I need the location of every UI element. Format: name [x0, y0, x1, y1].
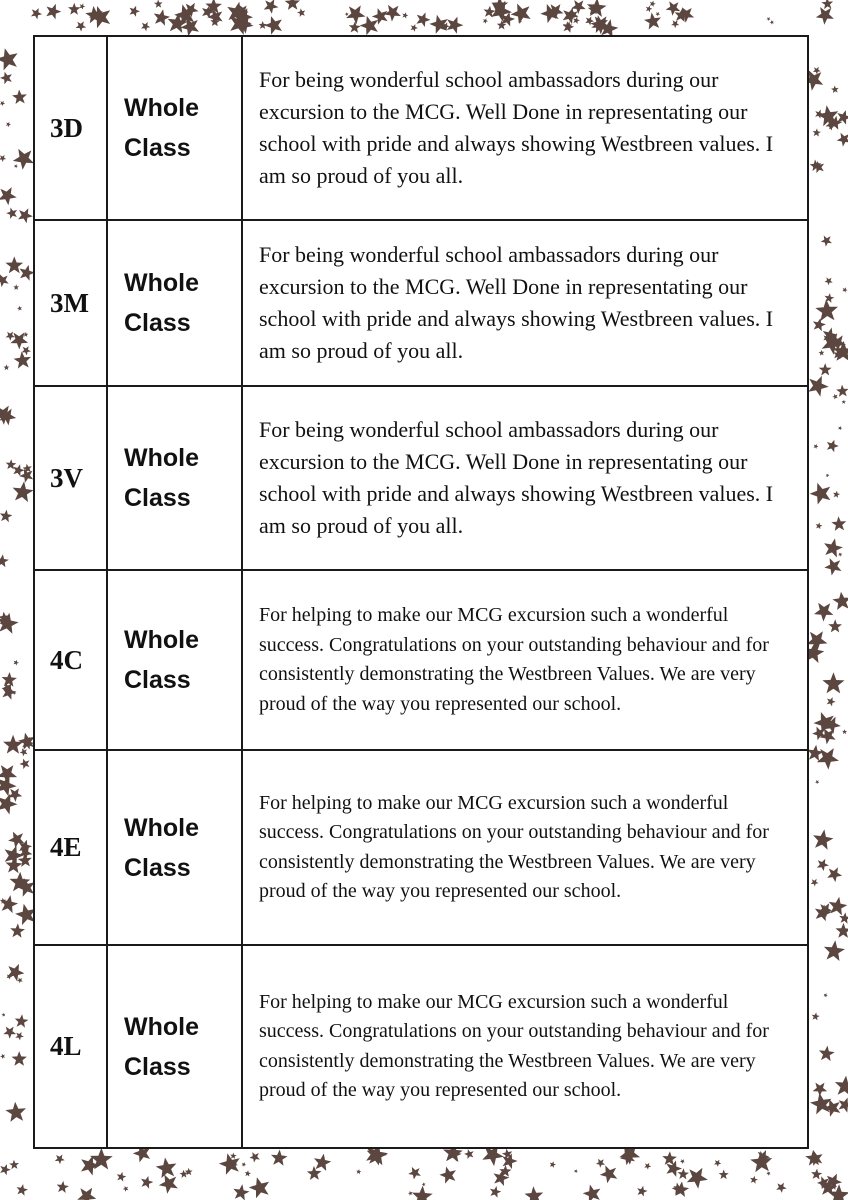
star-icon — [842, 729, 847, 734]
star-icon — [6, 122, 11, 127]
awards-table — [33, 35, 809, 1149]
recipient-line-2: Class — [124, 484, 191, 512]
star-icon — [644, 1163, 651, 1170]
star-icon — [838, 426, 842, 430]
star-icon — [55, 1155, 65, 1165]
star-icon — [678, 7, 694, 23]
star-icon — [825, 277, 833, 285]
star-icon — [490, 1186, 501, 1198]
star-icon — [1, 1013, 5, 1017]
star-icon — [13, 284, 19, 290]
star-icon — [646, 5, 653, 12]
star-icon — [813, 444, 818, 449]
star-icon — [824, 940, 845, 961]
award-message: For helping to make our MCG excursion such a wonderful success. Congratulations on your outstanding behaviour and for consistently demonstrating the Westbreen Values. We are very proud of the way you represented our school. — [242, 570, 808, 750]
star-icon — [836, 923, 848, 938]
recipient — [107, 570, 242, 750]
star-icon — [836, 385, 848, 397]
award-message: For helping to make our MCG excursion such a wonderful success. Congratulations on your outstanding behaviour and for consistently demonstrating the Westbreen Values. We are very proud of the way you represented our school. — [242, 750, 808, 945]
star-icon — [816, 522, 823, 529]
star-icon — [14, 351, 31, 368]
star-icon — [408, 1167, 421, 1180]
star-icon — [810, 1093, 832, 1115]
star-icon — [307, 1166, 322, 1180]
award-message: For being wonderful school ambassadors during our excursion to the MCG. Well Done in representating our school with pride and always showing Westbreen values. I am so proud of you all. — [242, 386, 808, 570]
star-icon — [563, 21, 574, 33]
star-icon — [5, 1102, 26, 1122]
recipient-line-2: Class — [124, 309, 191, 337]
star-icon — [600, 1165, 618, 1183]
star-icon — [57, 1181, 69, 1193]
recipient — [107, 750, 242, 945]
star-icon — [821, 236, 832, 247]
star-icon — [0, 101, 5, 106]
star-icon — [842, 287, 847, 292]
star-icon — [3, 735, 23, 754]
star-icon — [346, 5, 365, 24]
star-icon — [574, 1169, 578, 1173]
star-icon — [671, 20, 679, 28]
star-icon — [285, 0, 300, 10]
award-row-3m — [34, 220, 808, 386]
recipient-line-1: Whole — [124, 94, 199, 122]
award-message: For being wonderful school ambassadors during our excursion to the MCG. Well Done in representating our school with pride and always showing Westbreen values. I am so proud of you all. — [242, 36, 808, 220]
star-icon — [384, 5, 401, 22]
star-icon — [810, 483, 831, 505]
star-icon — [827, 697, 836, 706]
star-icon — [314, 1154, 331, 1171]
star-icon — [12, 90, 27, 105]
star-icon — [20, 748, 28, 756]
star-icon — [822, 672, 844, 693]
star-icon — [447, 17, 464, 34]
star-icon — [245, 1170, 251, 1176]
star-icon — [9, 1160, 19, 1170]
star-icon — [6, 332, 15, 341]
star-icon — [0, 1054, 5, 1059]
star-icon — [831, 86, 839, 94]
star-icon — [76, 21, 87, 31]
star-icon — [233, 1184, 249, 1200]
star-icon — [483, 18, 488, 23]
star-icon — [832, 592, 848, 610]
star-icon — [0, 48, 18, 70]
star-icon — [776, 1183, 787, 1193]
star-icon — [0, 895, 18, 913]
recipient — [107, 220, 242, 386]
award-message: For helping to make our MCG excursion such a wonderful success. Congratulations on your outstanding behaviour and for consistently demonstrating the Westbreen Values. We are very proud of the way you represented our school. — [242, 945, 808, 1148]
recipient-line-2: Class — [124, 134, 191, 162]
star-icon — [666, 1160, 682, 1177]
star-icon — [411, 24, 418, 32]
class-name: 3V — [34, 386, 107, 570]
star-icon — [813, 128, 821, 136]
award-row-4e — [34, 750, 808, 945]
star-icon — [264, 0, 279, 14]
star-icon — [0, 187, 17, 205]
star-icon — [833, 491, 840, 498]
star-icon — [412, 1186, 433, 1200]
star-icon — [811, 879, 819, 887]
star-icon — [655, 12, 660, 16]
star-icon — [117, 1172, 127, 1182]
star-icon — [839, 1098, 848, 1113]
star-icon — [837, 133, 848, 147]
recipient — [107, 36, 242, 220]
star-icon — [0, 155, 6, 162]
star-icon — [814, 603, 833, 622]
star-icon — [815, 905, 831, 922]
star-icon — [156, 1158, 177, 1179]
recipient — [107, 945, 242, 1148]
star-icon — [815, 299, 838, 321]
star-icon — [750, 1151, 772, 1172]
star-icon — [360, 16, 379, 35]
star-icon — [825, 293, 835, 303]
star-icon — [550, 1161, 556, 1168]
star-icon — [583, 1185, 601, 1200]
star-icon — [0, 554, 9, 567]
award-row-3d — [34, 36, 808, 220]
recipient-line-2: Class — [124, 853, 191, 882]
star-icon — [185, 1168, 193, 1175]
star-icon — [827, 440, 839, 453]
star-icon — [750, 1176, 758, 1184]
star-icon — [18, 208, 33, 223]
star-icon — [573, 17, 580, 24]
star-icon — [249, 1152, 260, 1162]
recipient-line-1: Whole — [124, 269, 199, 297]
star-icon — [12, 1051, 27, 1066]
star-icon — [525, 1186, 544, 1200]
star-icon — [835, 1076, 848, 1096]
star-icon — [154, 9, 170, 26]
star-icon — [838, 553, 842, 557]
star-icon — [141, 1176, 153, 1189]
recipient-line-1: Whole — [124, 626, 199, 654]
star-icon — [13, 481, 34, 502]
star-icon — [812, 1012, 820, 1020]
star-icon — [408, 1191, 413, 1196]
class-name: 4C — [34, 570, 107, 750]
star-icon — [14, 164, 18, 168]
star-icon — [31, 8, 42, 19]
star-icon — [6, 208, 17, 219]
star-icon — [345, 12, 349, 16]
star-icon — [502, 1153, 517, 1169]
star-icon — [429, 15, 447, 34]
star-icon — [130, 6, 141, 17]
star-icon — [349, 21, 361, 33]
star-icon — [0, 72, 12, 85]
star-icon — [402, 12, 408, 18]
star-icon — [687, 1168, 708, 1189]
star-icon — [811, 1169, 822, 1180]
star-icon — [19, 759, 29, 770]
recipient — [107, 386, 242, 570]
star-icon — [464, 1149, 474, 1159]
award-row-4l — [34, 945, 808, 1148]
star-icon — [766, 17, 770, 21]
star-icon — [828, 619, 842, 632]
star-icon — [650, 1, 656, 7]
star-icon — [68, 3, 80, 15]
star-icon — [832, 394, 838, 400]
star-icon — [0, 1164, 11, 1175]
star-icon — [770, 20, 774, 24]
star-icon — [596, 1159, 605, 1168]
star-icon — [808, 376, 828, 397]
star-icon — [17, 978, 23, 984]
star-icon — [297, 8, 305, 17]
star-icon — [23, 464, 32, 473]
award-row-4c — [34, 570, 808, 750]
recipient-line-1: Whole — [124, 813, 199, 842]
star-icon — [17, 306, 22, 311]
star-icon — [249, 1177, 269, 1198]
star-icon — [46, 4, 61, 20]
class-name: 3D — [34, 36, 107, 220]
star-icon — [15, 1014, 29, 1027]
award-message: For being wonderful school ambassadors during our excursion to the MCG. Well Done in representating our school with pride and always showing Westbreen values. I am so proud of you all. — [242, 220, 808, 386]
star-icon — [824, 993, 828, 998]
star-icon — [831, 516, 846, 531]
recipient-line-2: Class — [124, 666, 191, 694]
star-icon — [264, 16, 282, 34]
star-icon — [356, 1169, 361, 1174]
star-icon — [680, 1159, 685, 1164]
recipient-line-1: Whole — [124, 1012, 199, 1041]
recipient-line-2: Class — [124, 1052, 191, 1081]
star-icon — [637, 1186, 647, 1197]
star-icon — [719, 1170, 729, 1180]
star-icon — [416, 12, 430, 27]
star-icon — [819, 1046, 835, 1062]
recipient-line-1: Whole — [124, 444, 199, 472]
class-name: 4E — [34, 750, 107, 945]
star-icon — [766, 1171, 770, 1175]
star-icon — [4, 364, 10, 370]
star-icon — [678, 1168, 689, 1179]
star-icon — [813, 829, 833, 849]
star-icon — [141, 22, 150, 31]
star-icon — [271, 1150, 288, 1166]
star-icon — [821, 0, 833, 9]
star-icon — [79, 3, 85, 9]
star-icon — [15, 1032, 24, 1040]
star-icon — [842, 400, 846, 404]
star-icon — [439, 1167, 456, 1184]
star-icon — [817, 859, 829, 871]
class-name: 3M — [34, 220, 107, 386]
star-icon — [230, 1153, 237, 1159]
star-icon — [89, 6, 110, 28]
star-icon — [815, 780, 819, 784]
star-icon — [10, 923, 25, 937]
star-icon — [5, 256, 23, 273]
star-icon — [22, 346, 31, 355]
star-icon — [17, 1184, 28, 1196]
class-name: 4L — [34, 945, 107, 1148]
star-icon — [219, 1153, 240, 1175]
star-icon — [511, 4, 531, 25]
star-icon — [13, 660, 19, 666]
star-icon — [827, 867, 842, 882]
award-row-3v — [34, 386, 808, 570]
star-icon — [0, 510, 12, 523]
star-icon — [154, 0, 163, 8]
star-icon — [807, 631, 828, 651]
star-icon — [813, 318, 826, 331]
star-icon — [819, 350, 825, 356]
star-icon — [242, 1162, 247, 1167]
star-icon — [829, 897, 848, 916]
star-icon — [422, 1182, 426, 1186]
star-icon — [0, 274, 9, 287]
star-icon — [816, 7, 834, 25]
star-icon — [3, 1027, 16, 1039]
star-icon — [644, 13, 661, 30]
star-icon — [2, 672, 17, 687]
star-icon — [77, 1188, 96, 1200]
star-icon — [819, 363, 832, 375]
star-icon — [826, 474, 830, 478]
star-icon — [824, 558, 841, 575]
star-icon — [714, 1160, 721, 1167]
star-icon — [123, 1186, 129, 1192]
